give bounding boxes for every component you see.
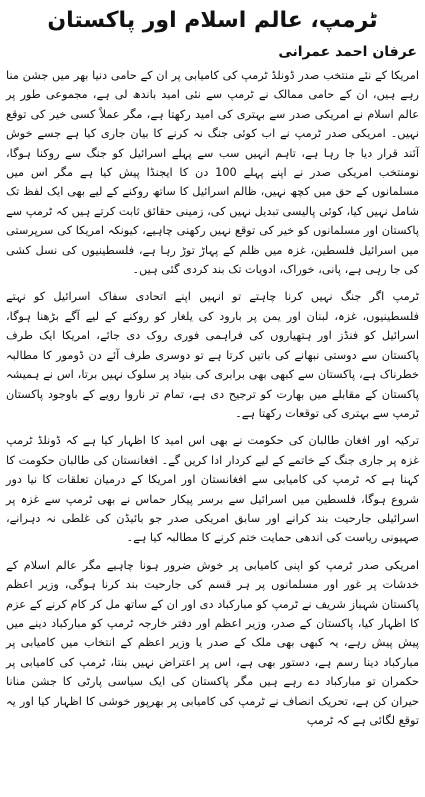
article-paragraph: امریکا کے نئے منتخب صدر ڈونلڈ ٹرمپ کی کامیابی پر ان کے حامی دنیا بھر میں جشن منا رہے ہیں، ان کے حامی ممالک نے ٹرمپ سے نئی امید باندھ لی ہے، مجموعی طور پر عالم اسلام نے امریکی صدر سے بہتری کی امید رکھتا ہے، مگر عملاً کسی خیر کی توقع نہیں۔ امریکی صدر ٹرمپ نے اب کوئی جنگ نہ کرنے کا بیان جاری کیا ہے جسے خوش آئند قرار دیا جا رہا ہے، تاہم انہیں سب سے پہلے اسرائیل کو جنگ سے روکنا ہوگا، نومنتخب امریکی صدر نے اپنے پہلے 100 دن کا ایجنڈا پیش کیا ہے مگر اس میں مسلمانوں کے حق میں کچھ نہیں، ظالم اسرائیل کا ساتھ روکنے کے لیے بھی ایک لفظ تک شامل نہیں کیا، کوئی پالیسی تبدیل نہیں کی، زمینی حقائق ثابت کرتے ہیں کہ ٹرمپ سے پاکستان اور مسلمانوں کو خیر کی توقع نہیں رکھنی چاہیے، کیونکہ امریکا کی سرپرستی میں اسرائیل فلسطین، غزہ میں ظلم کے پہاڑ توڑ رہا ہے، فلسطینیوں کی نسل کشی کی جا رہی ہے، پانی، خوراک، ادویات تک بند کردی گئی ہیں۔ xyxy=(6,69,419,277)
article-title: ٹرمپ، عالم اسلام اور پاکستان xyxy=(47,8,378,33)
article-paragraph: ترکیہ اور افغان طالبان کی حکومت نے بھی اس امید کا اظہار کیا ہے کہ ڈونلڈ ٹرمپ غزہ پر جاری جنگ کے خاتمے کے لیے کردار ادا کریں گے۔ افغانستان کی طالبان حکومت کا کہنا ہے کہ ٹرمپ کی کامیابی سے افغانستان اور امریکا کے درمیان تعلقات کا نیا دور شروع ہوگا، فلسطین میں اسرائیل سے برسر پیکار حماس نے بھی ٹرمپ سے غزہ پر اسرائیلی جارحیت بند کرانے اور سابق امریکی صدر جو بائیڈن کی غلطی نہ دہرانے، صہیونی ریاست کی اندھی حمایت ختم کرنے کا مطالبہ کیا ہے۔ xyxy=(6,434,419,545)
article-body xyxy=(6,66,419,738)
article-paragraph: ٹرمپ اگر جنگ نہیں کرنا چاہتے تو انہیں اپنے اتحادی سفاک اسرائیل کو نہتے فلسطینیوں، غزہ، لبنان اور یمن پر بارود کی یلغار کو روکنے کے لیے آگے بڑھنا ہوگا، اسرائیل کو فنڈز اور ہتھیاروں کی فراہمی فوری روک دی جائے، امریکا ایک طرف پاکستان سے دوستی نبھانے کی باتیں کرتا ہے تو دوسری طرف آئے دن ڈومور کا مطالبہ خطرناک ہے، پاکستان سے کبھی بھی برابری کی بنیاد پر سلوک نہیں برتا، اس نے ہمیشہ پاکستان کے مقابلے میں بھارت کو ترجیح دی ہے، تمام تر ناروا رویے کے باوجود پاکستان ٹرمپ سے بہتری کی توقعات رکھتا ہے۔ xyxy=(6,290,419,420)
article-paragraph: امریکی صدر ٹرمپ کو اپنی کامیابی پر خوش ضرور ہونا چاہیے مگر عالم اسلام کے خدشات پر غور اور مسلمانوں پر ہر قسم کی جارحیت بند کرنا ہوگی، وزیر اعظم پاکستان شہباز شریف نے ٹرمپ کو مبارکباد دی اور ان کے ساتھ مل کر کام کرنے کے عزم کا اظہار کیا، پاکستان کے صدر، وزیر اعظم اور دفتر خارجہ ٹرمپ کو مبارکباد دینے میں پیش پیش رہے، یہ کبھی بھی ملک کے صدر یا وزیر اعظم کے انتخاب میں کامیابی پر مبارکباد دینا رسم ہے، دستور بھی ہے، اس پر اعتراض نہیں بنتا، ٹرمپ کی کامیابی پر حکمران تو مبارکباد دے رہے ہیں مگر پاکستان کی ایک سیاسی پارٹی کا جشن منانا حیران کن ہے، تحریک انصاف نے ٹرمپ کی کامیابی پر بھرپور خوشی کا اظہار کیا اور یہ توقع لگائی ہے کہ ٹرمپ xyxy=(6,558,419,727)
author-byline: عرفان احمد عمرانی xyxy=(278,44,417,60)
